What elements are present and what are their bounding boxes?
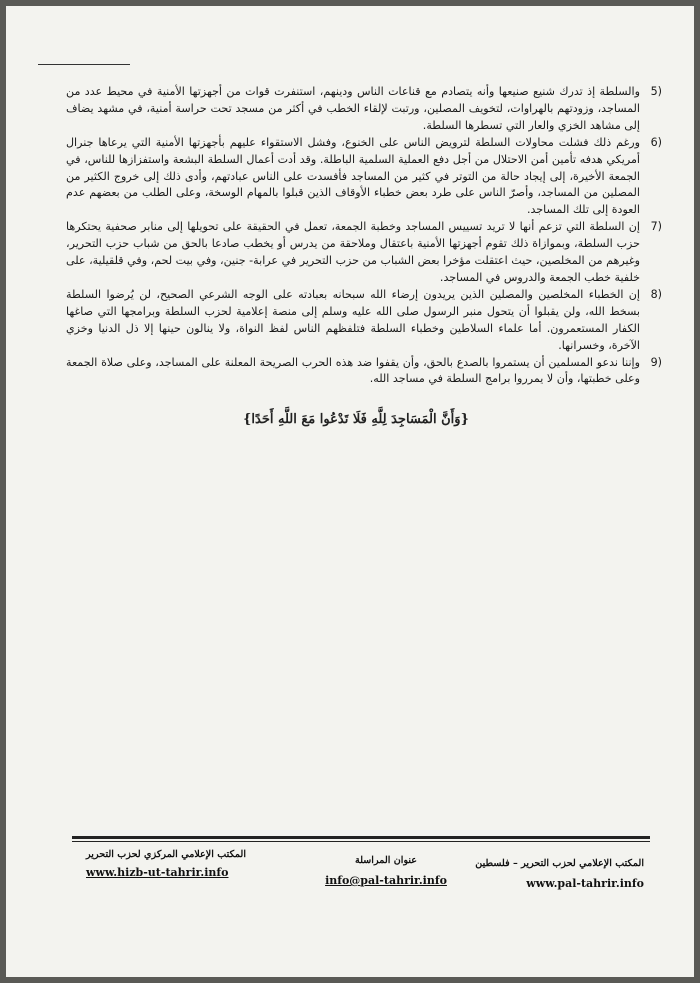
footer-divider-thin [72, 841, 650, 842]
item-text: وإننا ندعو المسلمين أن يستمروا بالصدع بالحق، وأن يقفوا ضد هذه الحرب الصريحة المعلنة على المساجد، وعلى صلاة الجمعة وعلى خطبتها، وأن لا يمرروا برامج السلطة في مساجد الله. [66, 355, 640, 386]
list-item-8 [66, 287, 662, 355]
item-text: والسلطة إذ تدرك شنيع صنيعها وأنه يتصادم مع قناعات الناس ودينهم، استنفرت قوات من أجهزتها الأمنية في محيط عدد من المساجد، وزودتهم بالهراوات، لتخويف المصلين، ورتبت لإلقاء الخطب في أكثر من مسجد تحت حراسة أمنية، في مشهد يضاف إلى مشاهد الخزي والعار التي تسطرها السلطة. [66, 85, 640, 132]
document-page [6, 6, 694, 977]
item-number: 5) [650, 85, 662, 98]
list-item-5 [66, 84, 662, 135]
footer-central-office [86, 849, 246, 879]
item-text: ورغم ذلك فشلت محاولات السلطة لترويض الناس على الخنوع، وفشل الاستقواء عليهم بأجهزتها الأمنية التي يرعاها جنرال أمريكي هدفه تأمين أمن الاحتلال من أجل دفع العملية السلمية الباطلة. وقد أدت أعمال السلطة البشعة واستفزازها للناس، في الجمعة الأخيرة، إلى إيجاد حالة من التوتر في كثير من المساجد فأفسدت على الناس عبادتهم، وأدى ذلك إلى خروج الكثير من المصلين من المساجد، وأصرّ الناس على طرد بعض خطباء الأوقاف الذين قبلوا بالمهام الوسخة، وعلى الطلب من بعضهم عدم العودة إلى تلك المساجد. [66, 135, 640, 217]
list-item-7 [66, 219, 662, 287]
footer-divider-thick [72, 836, 650, 839]
item-text: إن السلطة التي تزعم أنها لا تريد تسييس المساجد وخطبة الجمعة، تعمل في الحقيقة على تحويلها إلى منابر صحفية يحتكرها حزب السلطة، وبموازاة ذلك تقوم أجهزتها الأمنية باعتقال وملاحقة من يدرس أو يخطب صادعا بالحق من شباب حزب التحرير، وغيرهم من المخلصين، حيث اعتقلت مؤخرا بعض الشباب من حزب التحرير في عرابة- جنين، وفي بيت لحم، وفي قلقيلية، على خلفية خطب الجمعة والدروس في المساجد. [66, 220, 640, 284]
statement-items [66, 84, 662, 388]
central-office-title: المكتب الإعلامي المركزي لحزب التحرير [86, 849, 247, 860]
top-divider [38, 64, 130, 65]
list-item-9 [66, 355, 662, 389]
central-office-link[interactable]: www.hizb-ut-tahrir.info [86, 866, 229, 879]
list-item-6 [66, 135, 662, 220]
palestine-office-title: المكتب الإعلامي لحزب التحرير – فلسطين [475, 858, 644, 869]
item-number: 6) [650, 135, 662, 149]
quran-verse: {وَأَنَّ الْمَسَاجِدَ لِلَّهِ فَلَا تَدْعُوا مَعَ اللَّهِ أَحَدًا} [243, 412, 469, 427]
item-number: 8) [650, 287, 662, 301]
item-number: 9) [650, 355, 662, 369]
footer-palestine-office [474, 858, 644, 890]
palestine-office-link[interactable]: www.pal-tahrir.info [526, 877, 644, 890]
item-number: 7) [650, 220, 662, 234]
item-text: إن الخطباء المخلصين والمصلين الذين يريدون إرضاء الله سبحانه بعبادته على الوجه الشرعي الصحيح، لن يُرضوا السلطة بسخط الله، ولن يقبلوا أن يتحول منبر الرسول صلى الله عليه وسلم إلى منصة إعلامية لحزب السلطة وبرامجها التي صاغها الكفار المستعمرون. أما علماء السلاطين وخطباء السلطة فتلفظهم الناس لفظ النواة، ولا ينالون حينها إلا ذل الدنيا وخزي الآخرة، وخسرانها. [66, 287, 640, 352]
footer-correspondence [286, 855, 486, 887]
correspondence-title: عنوان المراسلة [354, 855, 418, 866]
correspondence-email-link[interactable]: info@pal-tahrir.info [325, 874, 447, 887]
